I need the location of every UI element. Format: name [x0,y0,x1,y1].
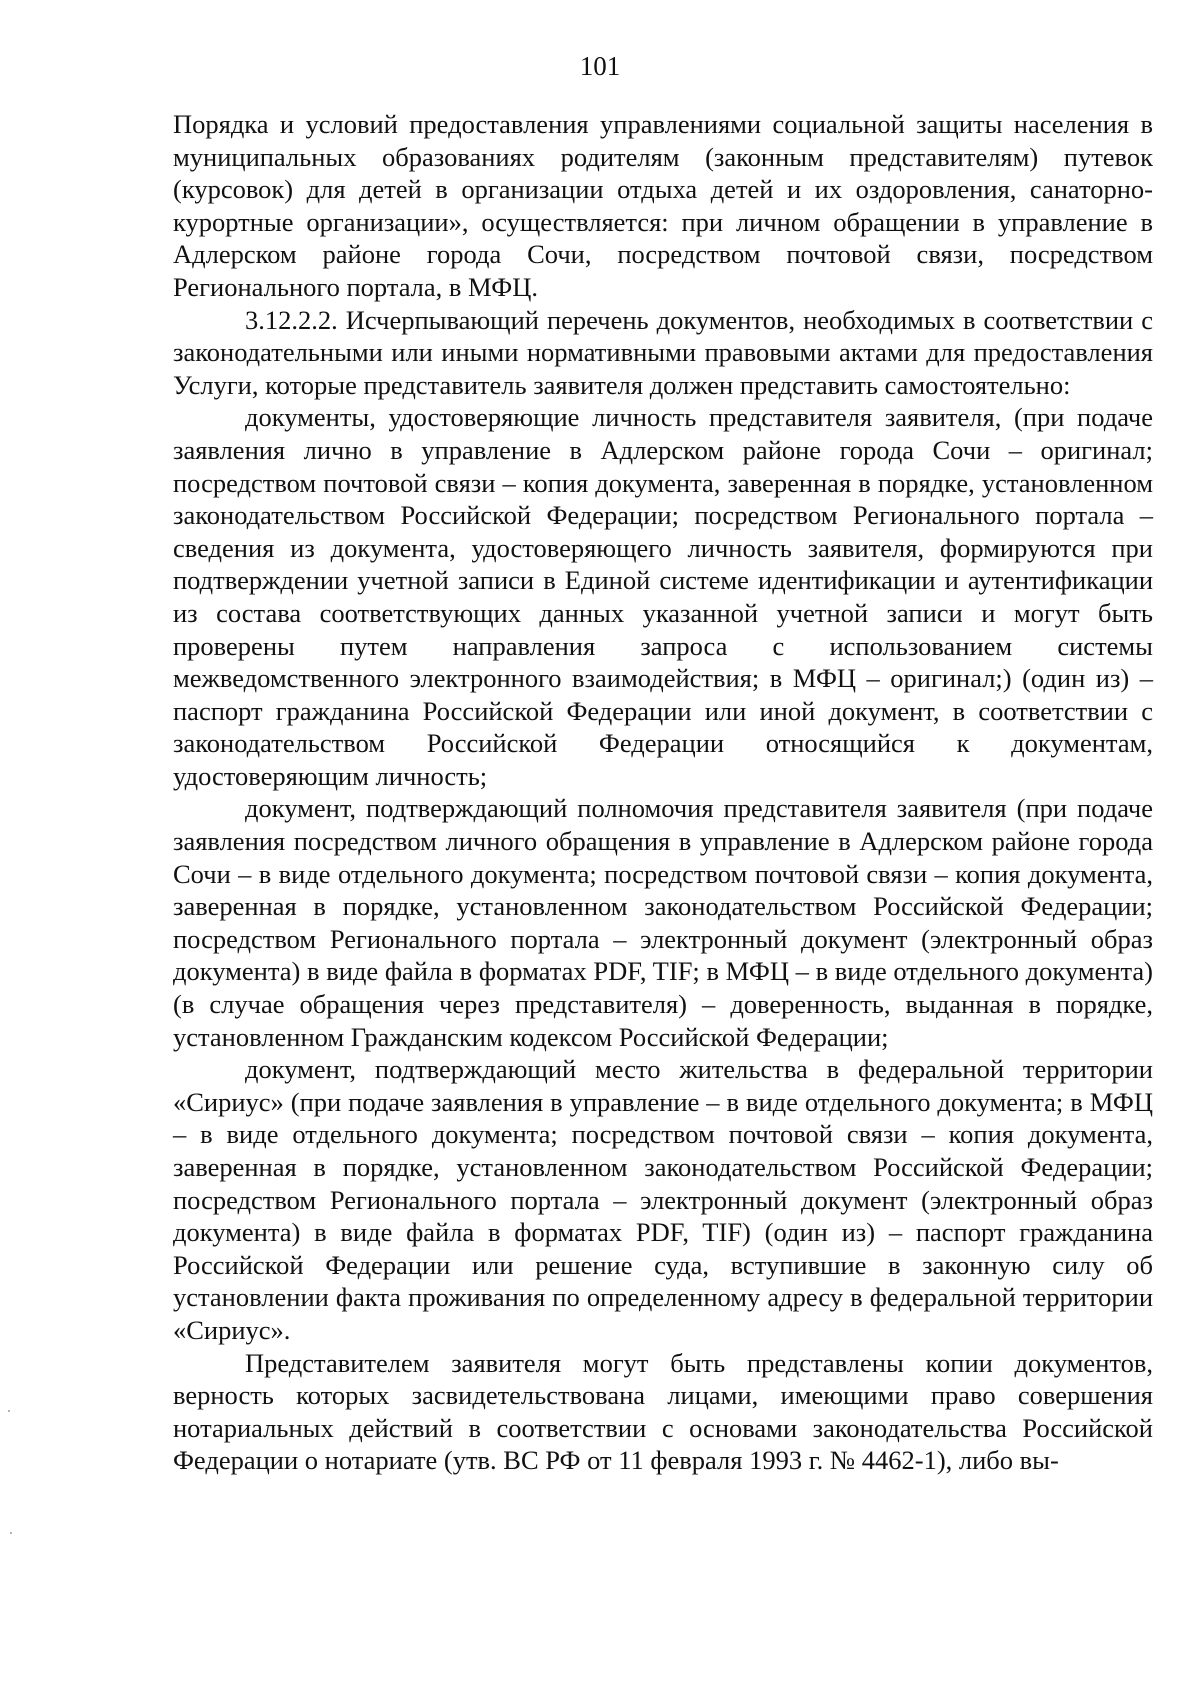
paragraph-certified-copies: Представителем заявителя могут быть представлены копии документов, верность которых засвидетельствована лицами, имеющими право совершения нотариальных действий в соответствии с основами законодательства Российской Федерации о нотариате (утв. ВС РФ от 11 февраля 1993 г. № 4462-1), либо вы- [173,1347,1153,1476]
scan-artifact [8,1410,10,1412]
scan-artifact [10,1532,12,1534]
document-body [173,108,1153,1477]
paragraph-authority-document: документ, подтверждающий полномочия представителя заявителя (при подаче заявления посредством личного обращения в управление в Адлерском районе города Сочи – в виде отдельного документа; посредством почтовой связи – копия документа, заверенная в порядке, установленном законодательством Российской Федерации; посредством Регионального портала – электронный документ (электронный образ документа) в виде файла в форматах PDF, TIF; в МФЦ – в виде отдельного документа) (в случае обращения через представителя) – доверенность, выданная в порядке, установленном Гражданским кодексом Российской Федерации; [173,793,1153,1052]
paragraph-identity-documents: документы, удостоверяющие личность представителя заявителя, (при подаче заявления лично в управление в Адлерском районе города Сочи – оригинал; посредством почтовой связи – копия документа, заверенная в порядке, установленном законодательством Российской Федерации; посредством Регионального портала – сведения из документа, удостоверяющего личность заявителя, формируются при подтверждении учетной записи в Единой системе идентификации и аутентификации из состава соответствующих данных указанной учетной записи и могут быть проверены путем направления запроса с использованием системы межведомственного электронного взаимодействия; в МФЦ – оригинал;) (один из) – паспорт гражданина Российской Федерации или иной документ, в соответствии с законодательством Российской Федерации относящийся к документам, удостоверяющим личность; [173,402,1153,791]
page-number: 101 [579,51,621,81]
paragraph-residence-document: документ, подтверждающий место жительства в федеральной территории «Сириус» (при подаче заявления в управление – в виде отдельного документа; в МФЦ – в виде отдельного документа; посредством почтовой связи – копия документа, заверенная в порядке, установленном законодательством Российской Федерации; посредством Регионального портала – электронный документ (электронный образ документа) в виде файла в форматах PDF, TIF) (один из) – паспорт гражданина Российской Федерации или решение суда, вступившие в законную силу об установлении факта проживания по определенному адресу в федеральной территории «Сириус». [173,1054,1153,1345]
paragraph-continuation: Порядка и условий предоставления управлениями социальной защиты населения в муниципальных образованиях родителям (законным представителям) путевок (курсовок) для детей в организации отдыха детей и их оздоровления, санаторно-курортные организации», осуществляется: при личном обращении в управление в Адлерском районе города Сочи, посредством почтовой связи, посредством Регионального портала, в МФЦ. [173,109,1153,302]
paragraph-section-3-12-2-2: 3.12.2.2. Исчерпывающий перечень документов, необходимых в соответствии с законодательными или иными нормативными правовыми актами для предоставления Услуги, которые представитель заявителя должен представить самостоятельно: [173,304,1153,400]
